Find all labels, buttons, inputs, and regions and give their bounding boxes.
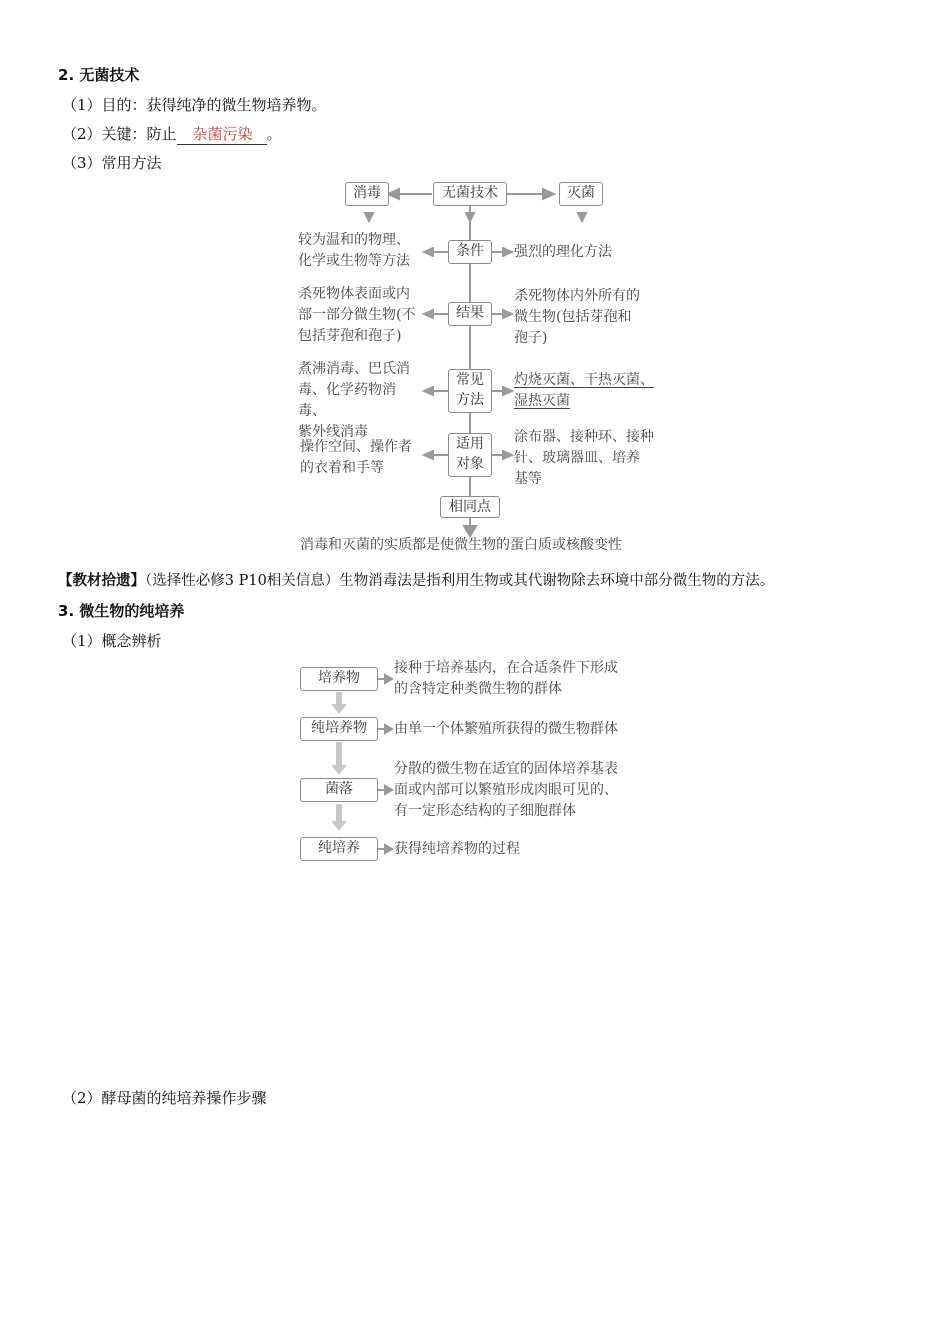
methods-line: （3）常用方法 [62,154,162,172]
section-2-number: 2 [58,66,69,84]
text-line: 接种于培养基内，在合适条件下形成 [394,660,618,676]
colony-desc [394,759,656,822]
key-line-suffix: 。 [266,125,282,143]
text-line: 杀死物体表面或内 [298,286,410,302]
text-line: 部一部分微生物(不 [298,307,416,323]
text-line: 分散的微生物在适宜的固体培养基表 [394,761,618,777]
text-line: 较为温和的物理、 [298,232,410,248]
condition-box: 条件 [448,240,492,264]
section-3-title: 微生物的纯培养 [79,602,185,620]
text-line: 获得纯培养物的过程 [394,841,520,857]
text-line: 杀死物体内外所有的 [514,288,640,304]
text-line: 湿热灭菌 [514,393,570,409]
pure-culturing-box: 纯培养 [300,837,378,861]
section-3-number: 3 [58,602,69,620]
colony-box: 菌落 [300,778,378,802]
pure-culturing-desc [394,839,520,860]
result-box: 结果 [448,302,492,326]
text-line: 操作空间、操作者 [300,439,412,455]
text-line: 强烈的理化方法 [514,244,612,260]
section-2-heading: 2. 无菌技术 [58,66,140,84]
text-line: 微生物(包括芽孢和 [514,309,632,325]
similarity-text: 消毒和灭菌的实质都是使微生物的蛋白质或核酸变性 [300,537,622,553]
box-line: 适用 [456,436,484,452]
box-line: 对象 [456,456,484,472]
text-line: 的衣着和手等 [300,460,384,476]
pure-culture-desc [394,719,618,740]
purpose-line: （1）目的：获得纯净的微生物培养物。 [62,96,327,114]
text-line: 化学或生物等方法 [298,253,410,269]
note-tag: 【教材拾遗】 [58,573,145,589]
text-line: 煮沸消毒、巴氏消 [298,361,410,377]
note-text: （选择性必修3 P10相关信息）生物消毒法是指利用生物或其代谢物除去环境中部分微生物的方法。 [145,573,775,589]
box-line: 方法 [456,392,484,408]
section-3-heading: 3. 微生物的纯培养 [58,602,185,620]
key-answer-blank: 杂菌污染 [177,123,267,145]
text-line: 面或内部可以繁殖形成肉眼可见的、 [394,782,618,798]
disinfection-box: 消毒 [345,182,389,206]
text-line: 的含特定种类微生物的群体 [394,681,562,697]
text-line: 涂布器、接种环、接种 [514,429,654,445]
text-line: 针、玻璃器皿、培养 [514,450,640,466]
text-line: 紫外线消毒 [298,424,368,440]
pure-culture-box: 纯培养物 [300,717,378,741]
text-line: 毒、化学药物消毒、 [298,382,396,419]
similarity-box: 相同点 [440,496,500,518]
culture-desc [394,658,656,700]
box-line: 常见 [456,372,484,388]
section-2-title: 无菌技术 [79,66,140,84]
yeast-steps-line: （2）酵母菌的纯培养操作步骤 [62,1089,267,1107]
text-line: 包括芽孢和孢子) [298,328,402,344]
text-line: 灼烧灭菌、干热灭菌、 [514,372,654,388]
key-line-prefix: （2）关键：防止 [62,125,177,143]
text-line: 基等 [514,471,542,487]
aseptic-technique-box: 无菌技术 [433,182,507,206]
text-line: 有一定形态结构的子细胞群体 [394,803,576,819]
text-line: 由单一个体繁殖所获得的微生物群体 [394,721,618,737]
text-line: 孢子) [514,330,548,346]
sterilization-box: 灭菌 [559,182,603,206]
concept-line: （1）概念辨析 [62,632,162,650]
culture-box: 培养物 [300,667,378,691]
